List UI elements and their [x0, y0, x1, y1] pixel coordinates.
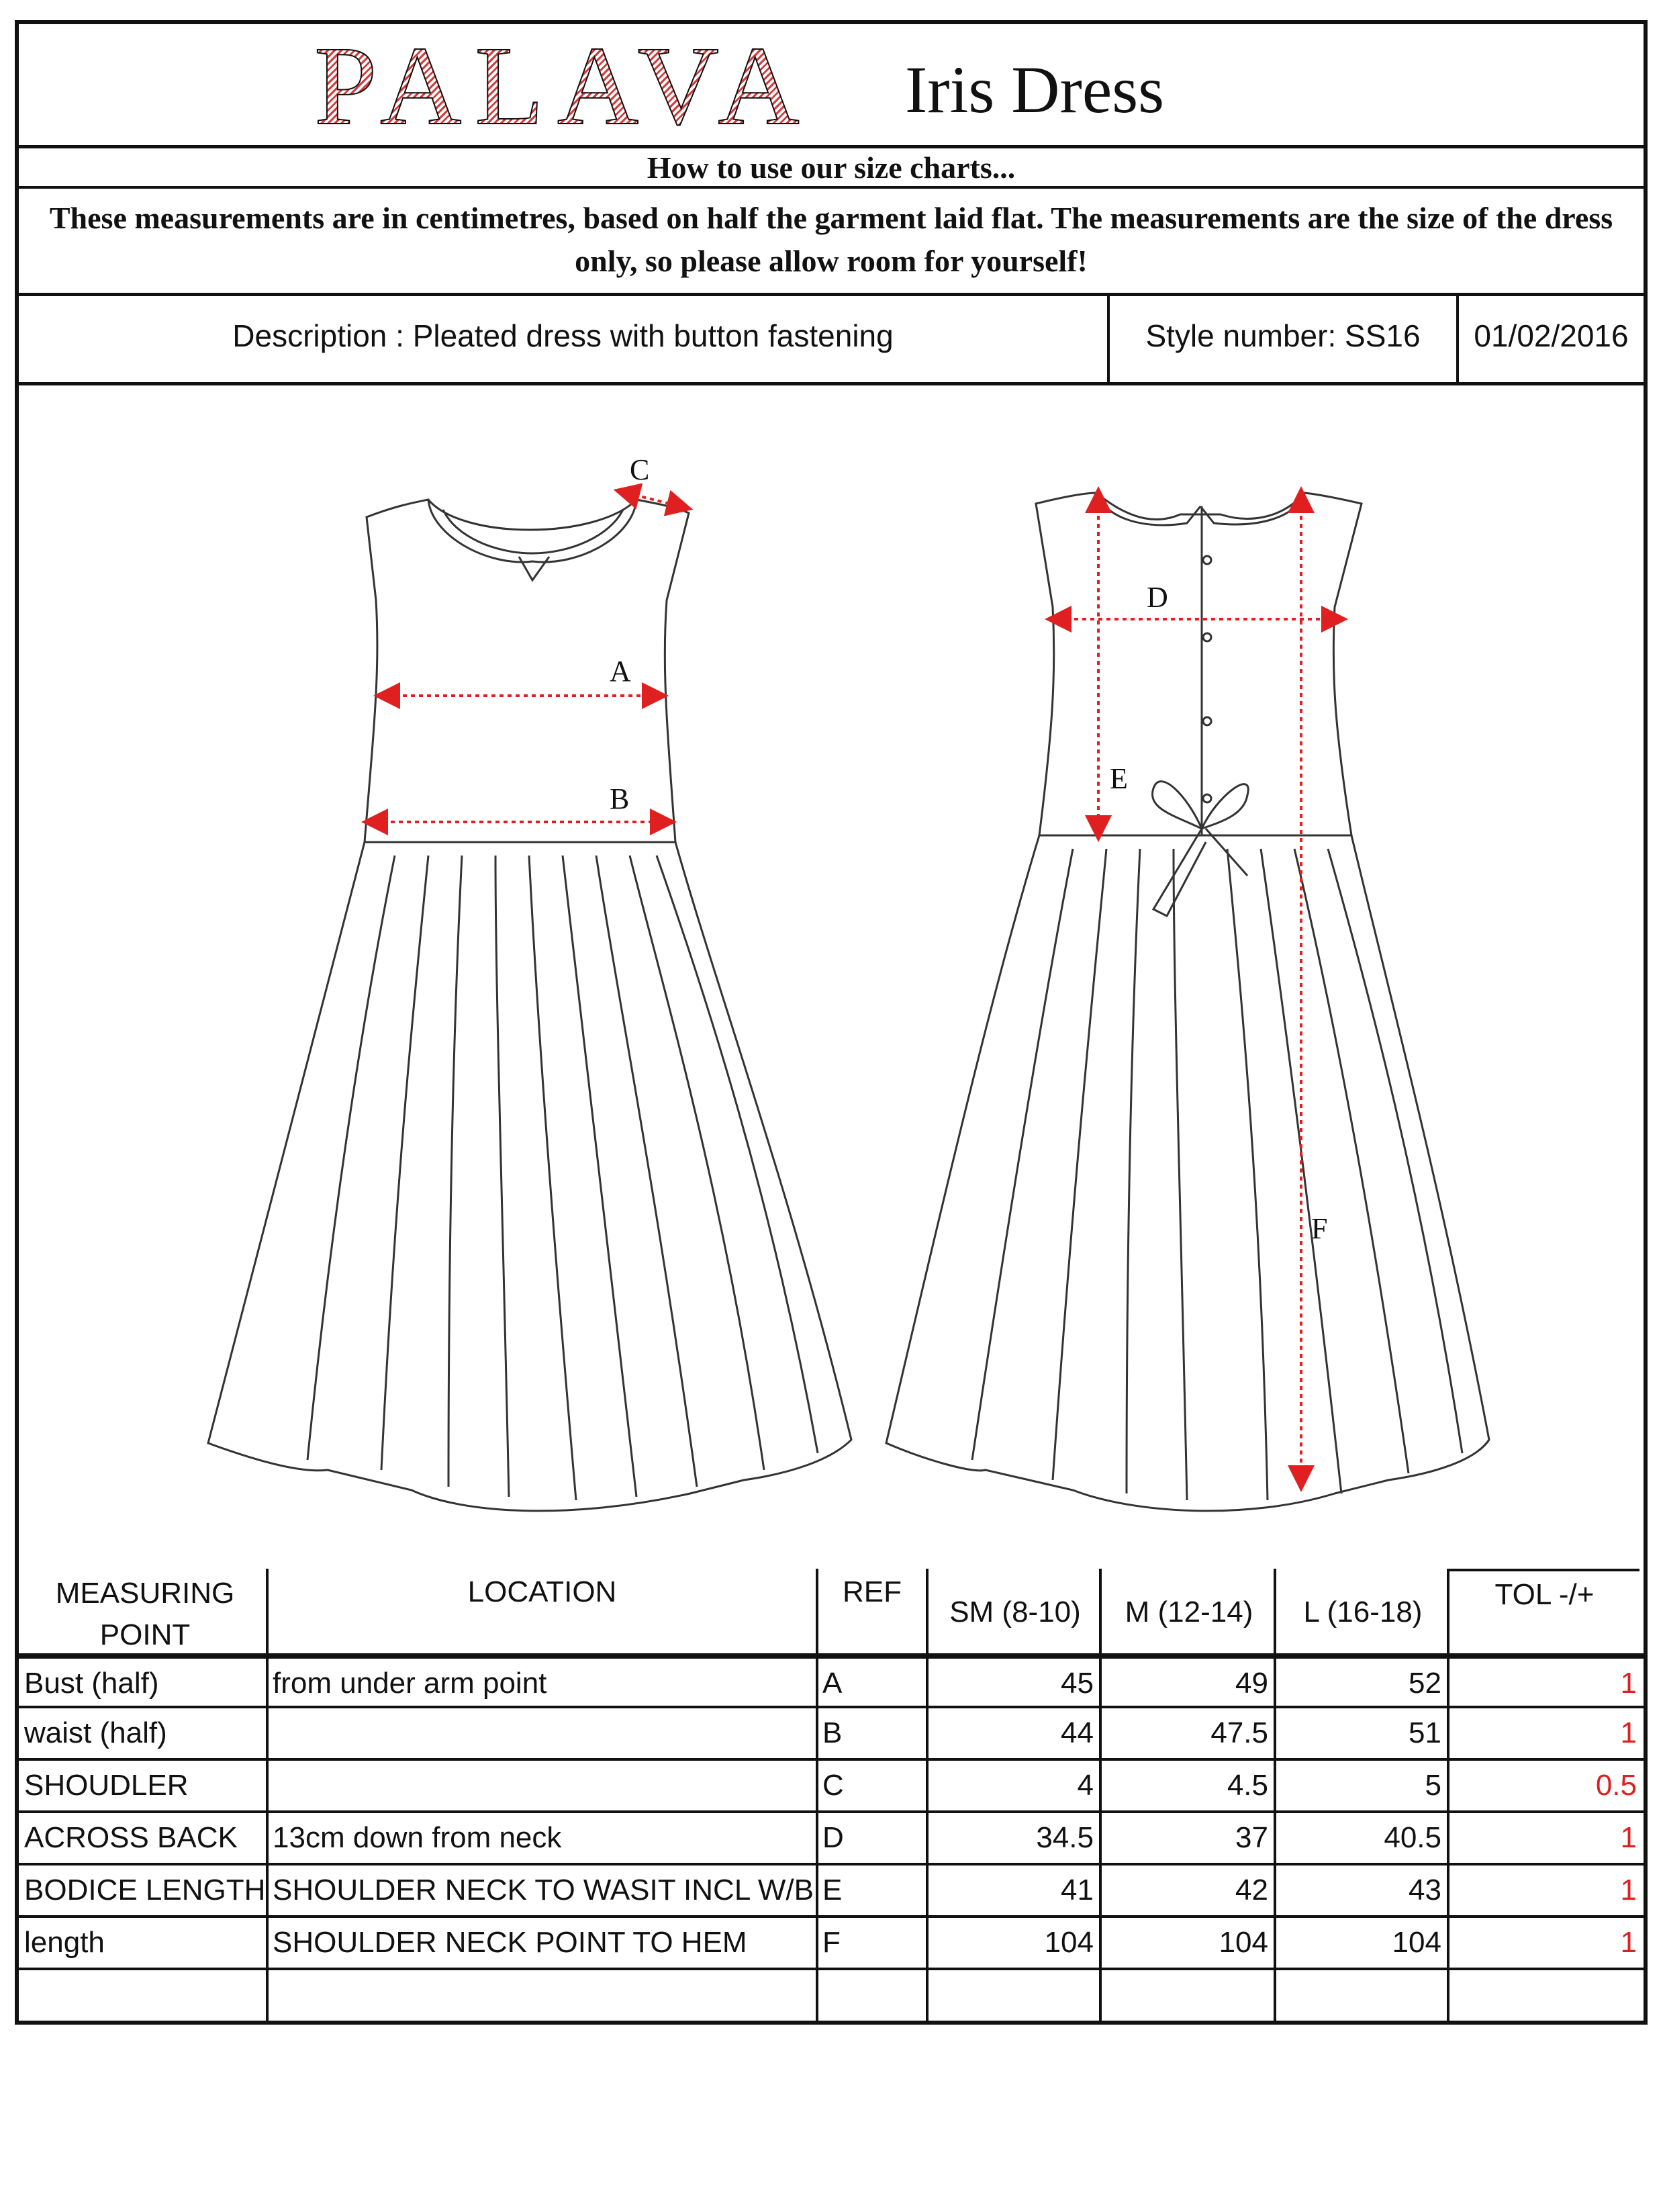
table-row	[19, 1708, 1644, 1761]
cell-tol: 1	[1620, 1667, 1637, 1700]
cell-ref: B	[822, 1716, 843, 1749]
col-divider	[1274, 1569, 1276, 2021]
cell-m: 4.5	[1227, 1769, 1268, 1802]
cell-ref: F	[822, 1926, 841, 1959]
cell-l: 40.5	[1384, 1821, 1441, 1854]
cell-point: BODICE LENGTH	[24, 1874, 266, 1906]
cell-l: 51	[1409, 1716, 1441, 1749]
cell-location: from under arm point	[273, 1667, 547, 1700]
cell-ref: C	[822, 1769, 844, 1802]
cell-point: length	[24, 1926, 105, 1959]
table-row	[19, 1761, 1644, 1813]
cell-point: waist (half)	[24, 1716, 167, 1749]
cell-l: 5	[1425, 1769, 1441, 1802]
cell-location: SHOULDER NECK POINT TO HEM	[273, 1926, 747, 1959]
cell-point: Bust (half)	[24, 1667, 159, 1700]
cell-sm: 45	[1061, 1667, 1094, 1700]
label-a: A	[610, 655, 631, 688]
cell-ref: A	[822, 1667, 843, 1700]
cell-point: ACROSS BACK	[24, 1821, 238, 1854]
header-l: L (16-18)	[1303, 1596, 1423, 1628]
product-name: Iris Dress	[905, 52, 1165, 127]
header-tol: TOL -/+	[1449, 1569, 1639, 1653]
cell-sm: 44	[1061, 1716, 1094, 1749]
table-header-row	[19, 1569, 1644, 1656]
col-divider	[926, 1569, 929, 2021]
header-measuring-point: MEASURING POINT	[55, 1577, 235, 1651]
brand-logo: PALAVA	[314, 24, 813, 148]
col-divider	[816, 1569, 818, 2021]
table-row	[19, 1865, 1644, 1918]
table-row	[19, 1656, 1644, 1708]
cell-l: 43	[1409, 1874, 1441, 1906]
cell-tol: 0.5	[1595, 1769, 1637, 1802]
cell-tol: 1	[1620, 1926, 1637, 1959]
label-e: E	[1110, 762, 1128, 795]
cell-sm: 104	[1044, 1926, 1094, 1959]
cell-tol: 1	[1620, 1716, 1637, 1749]
date: 01/02/2016	[1474, 318, 1629, 353]
cell-location: SHOULDER NECK TO WASIT INCL W/B	[273, 1874, 814, 1906]
instructions-heading: How to use our size charts...	[19, 148, 1644, 189]
cell-sm: 41	[1061, 1874, 1094, 1906]
header-sm: SM (8-10)	[949, 1596, 1081, 1628]
cell-location	[273, 1708, 816, 1758]
header	[19, 24, 1644, 148]
cell-tol: 1	[1620, 1821, 1637, 1854]
label-b: B	[610, 782, 630, 815]
cell-m: 42	[1235, 1874, 1268, 1906]
front-dress	[208, 500, 851, 1511]
cell-ref: E	[822, 1874, 843, 1906]
header-ref: REF	[843, 1575, 902, 1608]
label-c: C	[630, 453, 650, 486]
cell-sm: 4	[1077, 1769, 1094, 1802]
col-divider	[1447, 1569, 1449, 2021]
table-row-empty	[19, 1970, 1644, 2021]
description: Description : Pleated dress with button fastening	[19, 296, 1110, 382]
back-measures	[1058, 500, 1335, 1479]
front-measures	[375, 493, 680, 822]
cell-m: 49	[1235, 1667, 1268, 1700]
garment-drawing	[19, 385, 1644, 1567]
col-divider	[266, 1569, 269, 2021]
cell-l: 104	[1392, 1926, 1441, 1959]
cell-point: SHOUDLER	[24, 1769, 189, 1802]
style-number: Style number: SS16	[1110, 296, 1459, 382]
table-row	[19, 1918, 1644, 1970]
label-f: F	[1311, 1212, 1328, 1245]
size-chart-sheet	[15, 20, 1648, 2025]
cell-location: 13cm down from neck	[273, 1821, 562, 1854]
back-dress	[886, 493, 1489, 1511]
cell-m: 37	[1235, 1821, 1268, 1854]
instructions-note: These measurements are in centimetres, based on half the garment laid flat. The measurements are the size of the dress only, so please allow room for yourself!	[19, 189, 1644, 296]
cell-l: 52	[1409, 1667, 1441, 1700]
cell-m: 104	[1219, 1926, 1268, 1959]
table-row	[19, 1813, 1644, 1865]
cell-m: 47.5	[1210, 1716, 1268, 1749]
cell-tol: 1	[1620, 1874, 1637, 1906]
header-location: LOCATION	[467, 1575, 617, 1608]
cell-ref: D	[822, 1821, 844, 1854]
cell-sm: 34.5	[1036, 1821, 1094, 1854]
header-m: M (12-14)	[1125, 1596, 1253, 1628]
cell-location	[273, 1761, 816, 1810]
label-d: D	[1147, 581, 1168, 614]
col-divider	[1099, 1569, 1102, 2021]
info-row	[19, 296, 1644, 385]
